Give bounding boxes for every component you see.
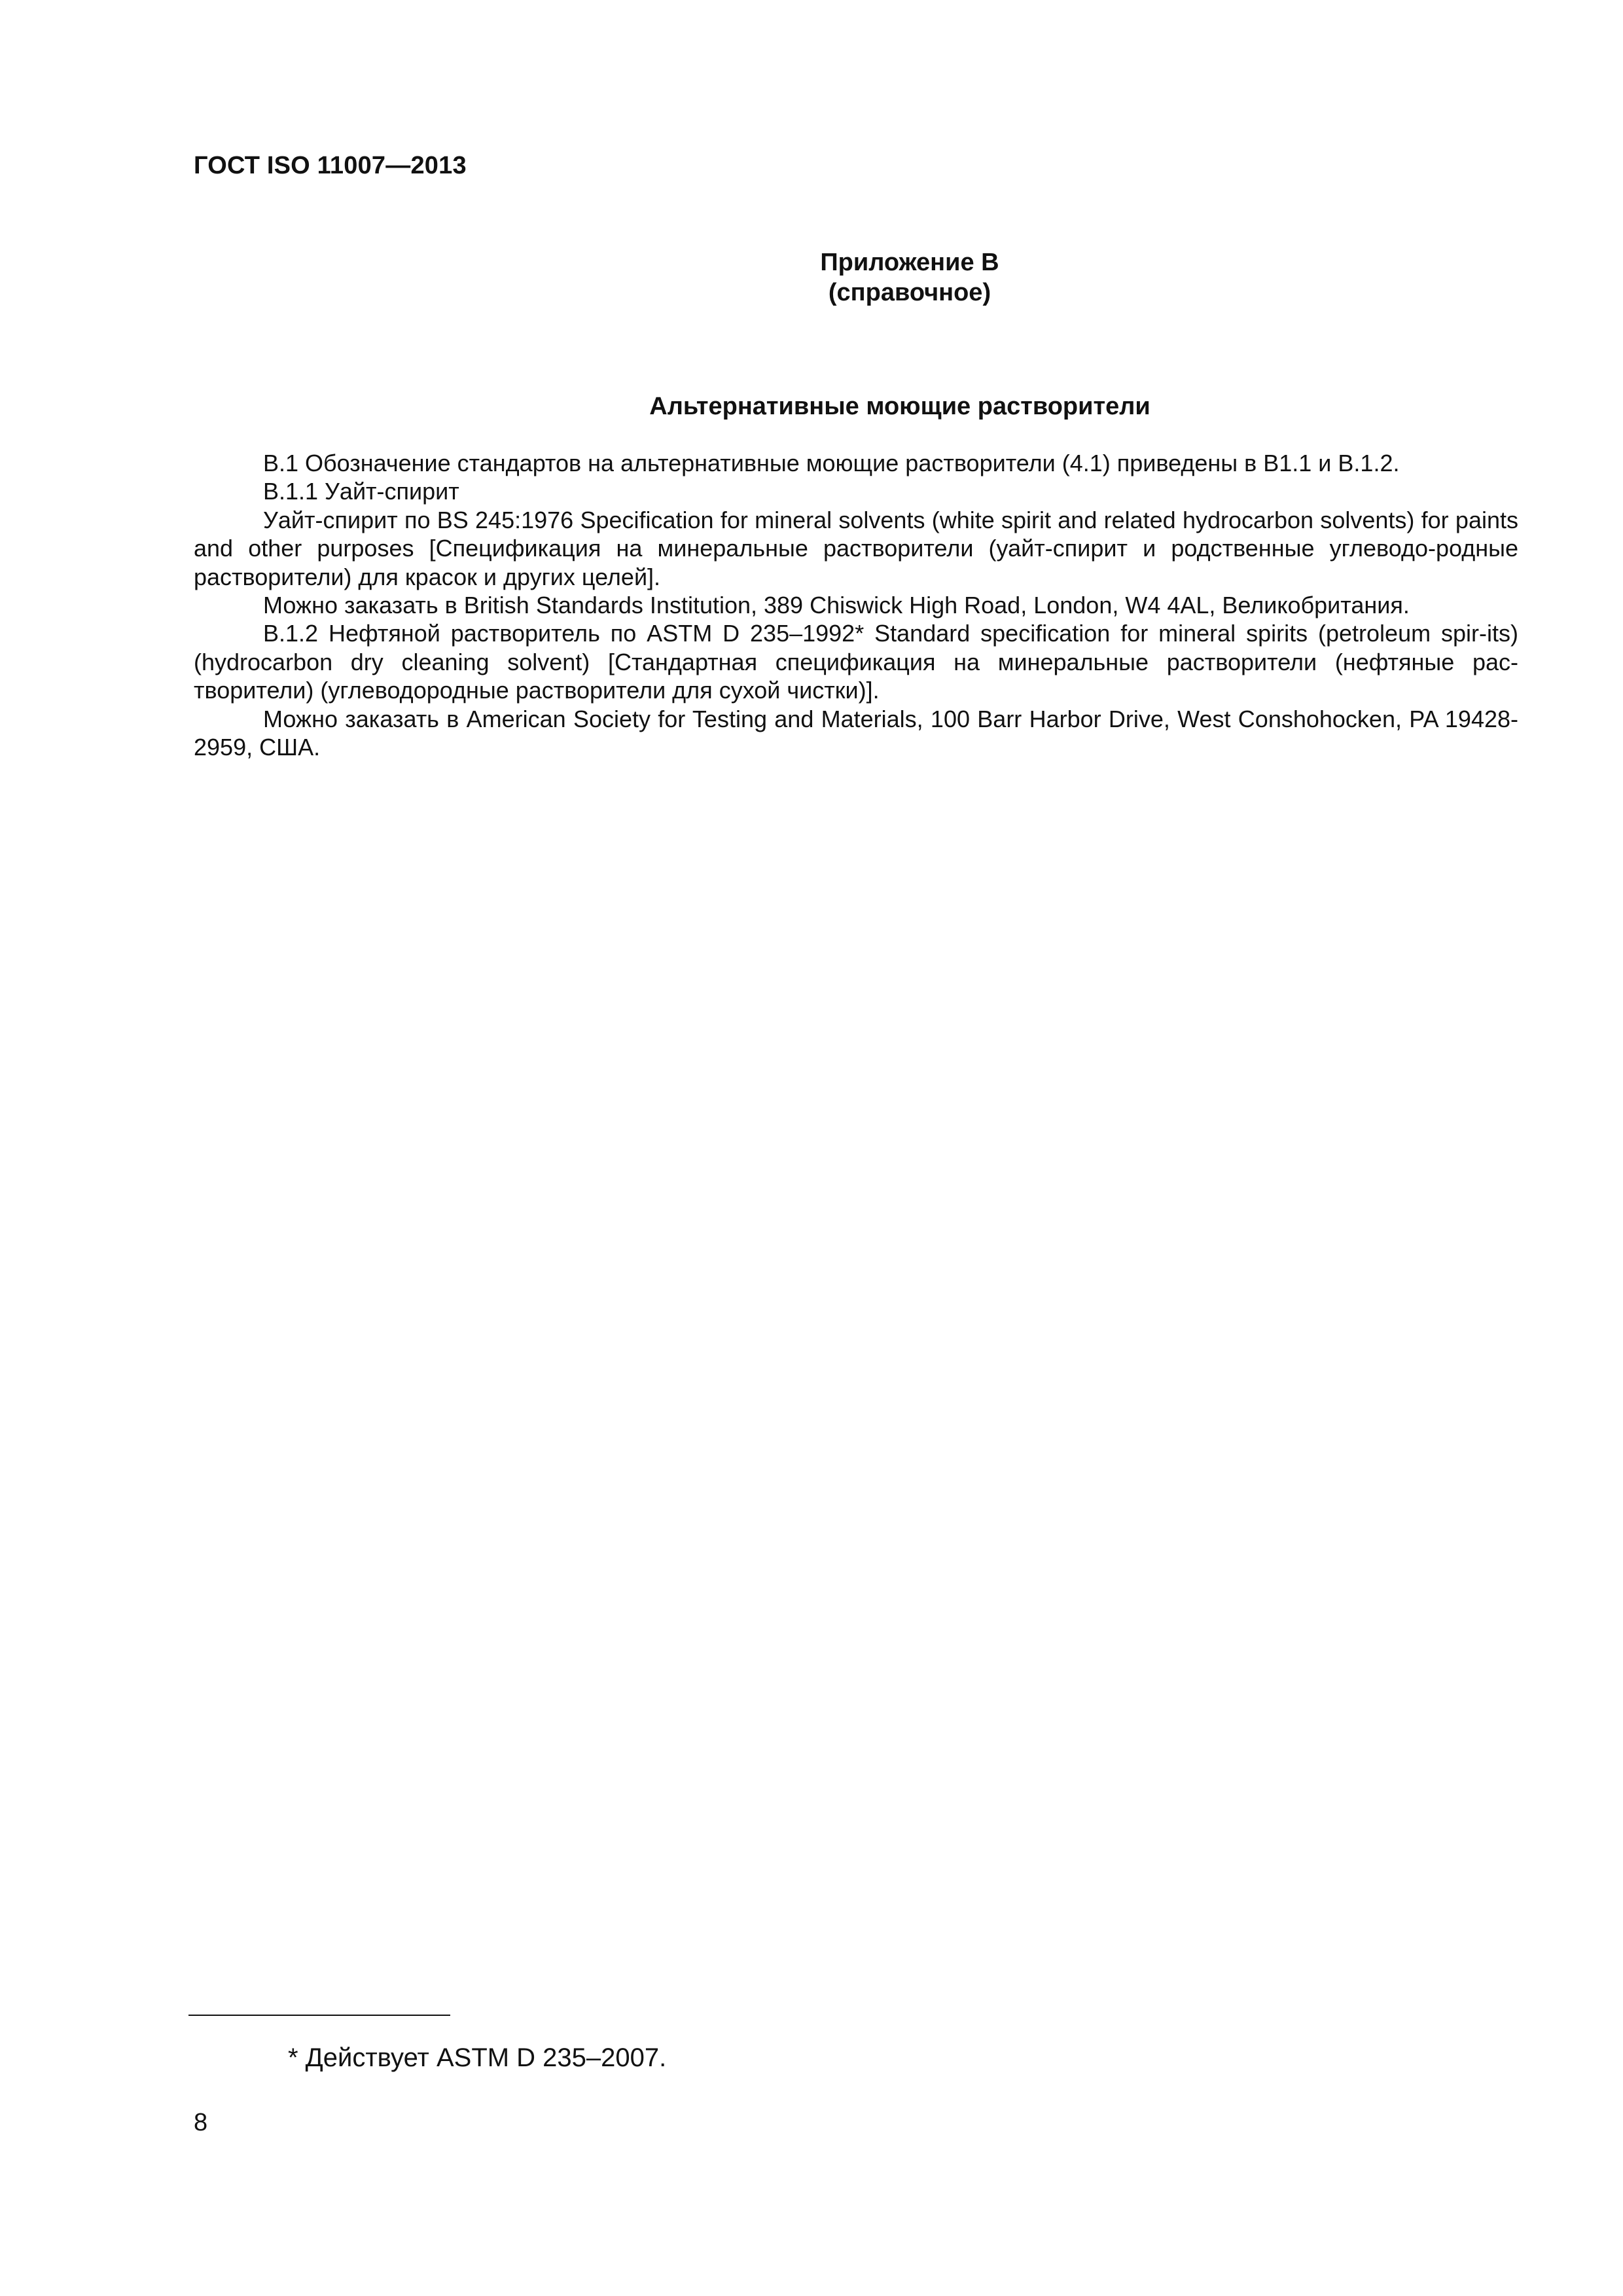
annex-title: Альтернативные моющие растворители xyxy=(649,393,1150,420)
paragraph-astm-order: Можно заказать в American Society for Testing and Materials, 100 Barr Harbor Drive, West Conshohocken, PA 19428-2959, США. xyxy=(194,705,1518,761)
annex-label: Приложение В xyxy=(820,249,999,276)
paragraph-b1: В.1 Обозначение стандартов на альтернативные моющие растворители (4.1) приведены в В1.1 и В.1.2. xyxy=(263,450,1400,476)
document-code-header: ГОСТ ISO 11007—2013 xyxy=(194,152,467,179)
paragraph-b11-heading: В.1.1 Уайт-спирит xyxy=(263,478,459,505)
paragraph-white-spirit-spec: Уайт-спирит по BS 245:1976 Specification for mineral solvents (white spirit and related hydrocarbon solvents) for paints and other purposes [Спецификация на минеральные растворители (уайт-спирит и родственные углеводо-родные растворители) для красок и других целей]. xyxy=(194,506,1518,590)
paragraph-b12-astm-spec: В.1.2 Нефтяной растворитель по ASTM D 235–1992* Standard specification for mineral spirits (petroleum spir-its) (hydrocarbon dry cleaning solvent) [Стандартная спецификация на минеральные растворители (нефтяные рас-творители) (углеводородные растворители для сухой чистки)]. xyxy=(194,620,1518,704)
page-number: 8 xyxy=(194,2109,208,2136)
paragraph-bsi-order: Можно заказать в British Standards Institution, 389 Chiswick High Road, London, W4 4AL, Великобритания. xyxy=(263,592,1410,619)
footnote: * Действует ASTM D 235–2007. xyxy=(288,2043,667,2072)
annex-kind: (справочное) xyxy=(828,279,991,306)
annex-body xyxy=(194,449,1518,761)
footnote-separator xyxy=(188,2015,450,2016)
annex-heading xyxy=(681,247,1139,308)
